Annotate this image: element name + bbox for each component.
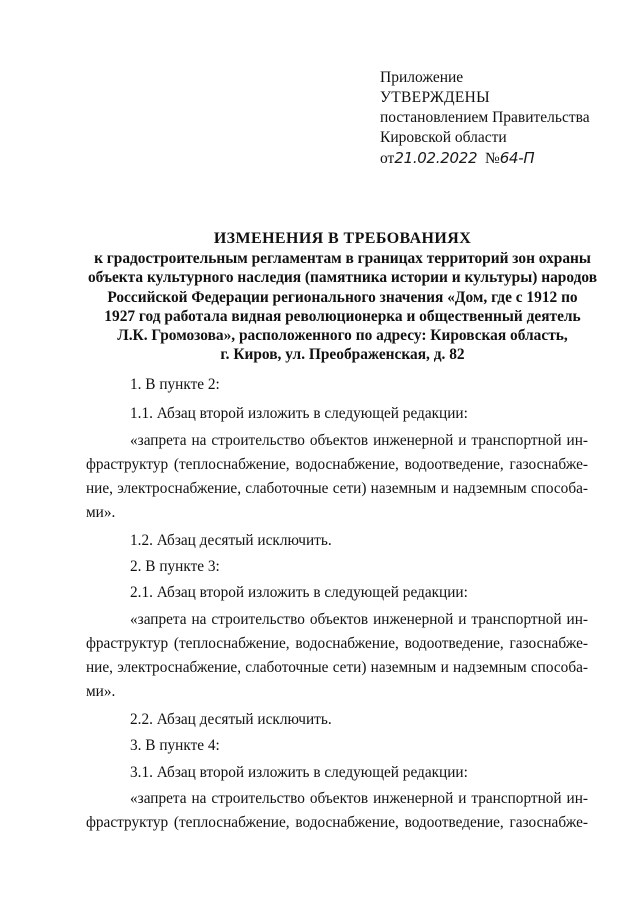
quote-line: «запрета на строительство объектов инженерной и транспортной ин- — [130, 432, 588, 449]
item-2-2: 2.2. Абзац десятый исключить. — [130, 711, 332, 728]
item-2: 2. В пункте 3: — [130, 558, 220, 575]
quote-line: «запрета на строительство объектов инженерной и транспортной ин- — [130, 611, 588, 628]
document-heading — [60, 229, 625, 364]
quote-line: фраструктур (теплоснабжение, водоснабжение, водоотведение, газоснабже- — [86, 635, 588, 652]
quote-line: ние, электроснабжение, слаботочные сети) наземным и надземным способа- — [86, 480, 588, 497]
decree-number-handwritten: 64-П — [499, 149, 535, 167]
heading-line: 1927 год работала видная революционерка и общественный деятель — [104, 307, 581, 325]
approval-block — [380, 68, 620, 169]
item-1-quote — [86, 429, 588, 525]
quote-line: ми». — [86, 504, 116, 521]
item-3-1: 3.1. Абзац второй изложить в следующей редакции: — [130, 764, 468, 781]
date-prefix: от — [380, 150, 395, 167]
quote-line: фраструктур (теплоснабжение, водоснабжение, водоотведение, газоснабже- — [86, 456, 588, 473]
item-1-2: 1.2. Абзац десятый исключить. — [130, 532, 332, 549]
quote-line: ми». — [86, 683, 116, 700]
heading-title: ИЗМЕНЕНИЯ В ТРЕБОВАНИЯХ — [213, 230, 472, 247]
quote-line: фраструктур (теплоснабжение, водоснабжение, водоотведение, газоснабже- — [86, 814, 588, 831]
item-3-quote — [86, 787, 588, 835]
decree-date-number — [380, 148, 620, 169]
quote-line: ние, электроснабжение, слаботочные сети) наземным и надземным способа- — [86, 659, 588, 676]
item-2-1: 2.1. Абзац второй изложить в следующей редакции: — [130, 584, 468, 601]
heading-line: Российской Федерации регионального значения «Дом, где с 1912 по — [107, 288, 578, 306]
number-prefix: № — [484, 150, 500, 167]
heading-line: объекта культурного наследия (памятника истории и культуры) народов — [87, 269, 598, 287]
heading-line: Л.К. Громозова», расположенного по адресу: Кировская область, — [117, 327, 568, 345]
quote-line: «запрета на строительство объектов инженерной и транспортной ин- — [130, 790, 588, 807]
approved-label: УТВЕРЖДЕНЫ — [380, 89, 490, 106]
item-1: 1. В пункте 2: — [130, 376, 220, 393]
item-2-quote — [86, 608, 588, 704]
heading-line: к градостроительным регламентам в границах территорий зон охраны — [94, 250, 591, 268]
item-3: 3. В пункте 4: — [130, 737, 220, 754]
heading-line: г. Киров, ул. Преображенская, д. 82 — [220, 346, 465, 364]
item-1-1: 1.1. Абзац второй изложить в следующей редакции: — [130, 405, 468, 422]
appendix-label: Приложение — [380, 69, 464, 86]
decree-line-1: постановлением Правительства — [380, 109, 590, 126]
decree-date-handwritten: 21.02.2022 — [394, 149, 478, 167]
decree-line-2: Кировской области — [380, 129, 507, 146]
